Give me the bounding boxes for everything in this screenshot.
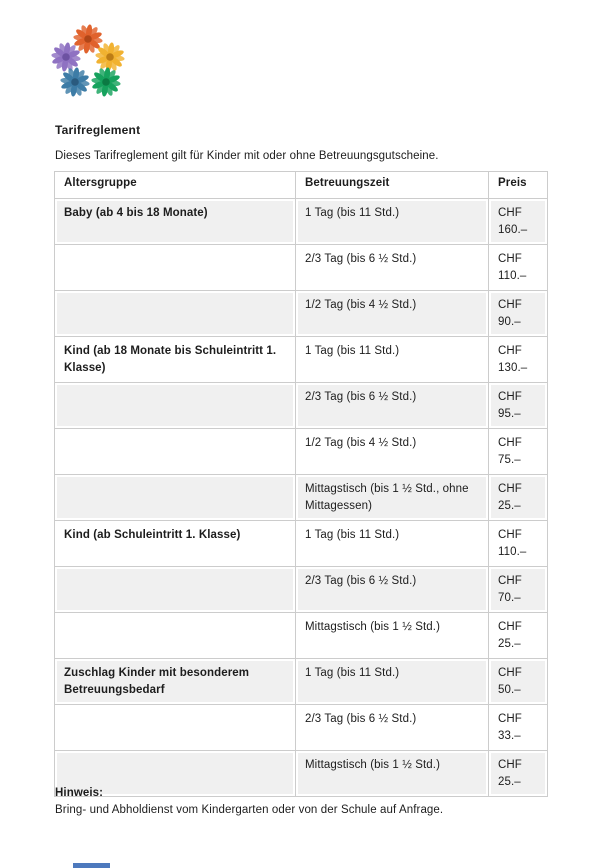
cell-altersgruppe xyxy=(55,475,296,521)
cell-altersgruppe xyxy=(55,429,296,475)
cell-betreuungszeit: 2/3 Tag (bis 6 ½ Std.) xyxy=(296,705,489,751)
price-amount: 25.– xyxy=(498,775,521,788)
cell-altersgruppe xyxy=(55,291,296,337)
cell-preis xyxy=(489,383,548,429)
cell-betreuungszeit: 2/3 Tag (bis 6 ½ Std.) xyxy=(296,567,489,613)
cell-altersgruppe: Baby (ab 4 bis 18 Monate) xyxy=(55,199,296,245)
cell-betreuungszeit: 2/3 Tag (bis 6 ½ Std.) xyxy=(296,383,489,429)
price-amount: 50.– xyxy=(498,683,521,696)
price-amount: 110.– xyxy=(498,545,527,558)
table-header-row xyxy=(55,172,548,199)
price-amount: 95.– xyxy=(498,407,521,420)
green-flower-icon xyxy=(91,67,121,97)
cell-preis xyxy=(489,337,548,383)
cell-betreuungszeit: 1 Tag (bis 11 Std.) xyxy=(296,659,489,705)
cell-preis xyxy=(489,613,548,659)
price-amount: 25.– xyxy=(498,499,521,512)
cell-preis xyxy=(489,567,548,613)
cell-preis xyxy=(489,475,548,521)
cell-betreuungszeit: 1/2 Tag (bis 4 ½ Std.) xyxy=(296,291,489,337)
cell-altersgruppe xyxy=(55,383,296,429)
table-row xyxy=(55,383,548,429)
cell-preis xyxy=(489,521,548,567)
price-currency: CHF xyxy=(498,667,522,679)
cell-betreuungszeit: Mittagstisch (bis 1 ½ Std., ohne Mittagessen) xyxy=(296,475,489,521)
price-currency: CHF xyxy=(498,253,522,265)
cell-altersgruppe xyxy=(55,705,296,751)
table-row xyxy=(55,521,548,567)
price-currency: CHF xyxy=(498,575,522,587)
cell-preis xyxy=(489,705,548,751)
intro-text: Dieses Tarifreglement gilt für Kinder mit oder ohne Betreuungsgutscheine. xyxy=(55,150,439,162)
table-row xyxy=(55,245,548,291)
cell-altersgruppe: Kind (ab 18 Monate bis Schuleintritt 1. Klasse) xyxy=(55,337,296,383)
price-currency: CHF xyxy=(498,529,522,541)
purple-flower-icon xyxy=(51,42,81,72)
table-row xyxy=(55,475,548,521)
price-currency: CHF xyxy=(498,621,522,633)
price-amount: 70.– xyxy=(498,591,521,604)
cell-altersgruppe xyxy=(55,613,296,659)
cell-betreuungszeit: Mittagstisch (bis 1 ½ Std.) xyxy=(296,751,489,797)
price-currency: CHF xyxy=(498,391,522,403)
cell-betreuungszeit: 1/2 Tag (bis 4 ½ Std.) xyxy=(296,429,489,475)
price-currency: CHF xyxy=(498,437,522,449)
hinweis-label: Hinweis: xyxy=(55,787,104,799)
flower-logo xyxy=(50,20,130,100)
price-currency: CHF xyxy=(498,299,522,311)
cell-betreuungszeit: 1 Tag (bis 11 Std.) xyxy=(296,521,489,567)
blue-flower-icon xyxy=(60,67,90,97)
price-amount: 90.– xyxy=(498,315,521,328)
cell-preis xyxy=(489,659,548,705)
table-row xyxy=(55,429,548,475)
price-currency: CHF xyxy=(498,713,522,725)
price-amount: 110.– xyxy=(498,269,527,282)
column-header-preis: Preis xyxy=(489,172,548,199)
cell-altersgruppe: Kind (ab Schuleintritt 1. Klasse) xyxy=(55,521,296,567)
table-row xyxy=(55,613,548,659)
table-row xyxy=(55,337,548,383)
price-amount: 160.– xyxy=(498,223,528,236)
table-row xyxy=(55,751,548,797)
page-title: Tarifreglement xyxy=(55,123,141,137)
cell-betreuungszeit: Mittagstisch (bis 1 ½ Std.) xyxy=(296,613,489,659)
price-amount: 75.– xyxy=(498,453,521,466)
price-currency: CHF xyxy=(498,345,522,357)
cell-preis xyxy=(489,199,548,245)
price-amount: 33.– xyxy=(498,729,521,742)
column-header-betreuungszeit: Betreuungszeit xyxy=(296,172,489,199)
table-row xyxy=(55,199,548,245)
cell-betreuungszeit: 2/3 Tag (bis 6 ½ Std.) xyxy=(296,245,489,291)
tariff-table xyxy=(54,171,548,797)
bottom-accent-bar xyxy=(73,863,110,868)
cell-altersgruppe xyxy=(55,567,296,613)
tariff-table-body xyxy=(55,199,548,797)
price-currency: CHF xyxy=(498,483,522,495)
price-amount: 130.– xyxy=(498,361,528,374)
cell-preis xyxy=(489,291,548,337)
hinweis-text: Bring- und Abholdienst vom Kindergarten oder von der Schule auf Anfrage. xyxy=(55,804,444,816)
column-header-altersgruppe: Altersgruppe xyxy=(55,172,296,199)
cell-betreuungszeit: 1 Tag (bis 11 Std.) xyxy=(296,199,489,245)
table-row xyxy=(55,291,548,337)
cell-preis xyxy=(489,751,548,797)
table-row xyxy=(55,705,548,751)
price-amount: 25.– xyxy=(498,637,521,650)
cell-betreuungszeit: 1 Tag (bis 11 Std.) xyxy=(296,337,489,383)
price-currency: CHF xyxy=(498,759,522,771)
cell-preis xyxy=(489,429,548,475)
table-row xyxy=(55,567,548,613)
cell-altersgruppe: Zuschlag Kinder mit besonderem Betreuungsbedarf xyxy=(55,659,296,705)
table-row xyxy=(55,659,548,705)
price-currency: CHF xyxy=(498,207,522,219)
cell-altersgruppe xyxy=(55,245,296,291)
cell-preis xyxy=(489,245,548,291)
